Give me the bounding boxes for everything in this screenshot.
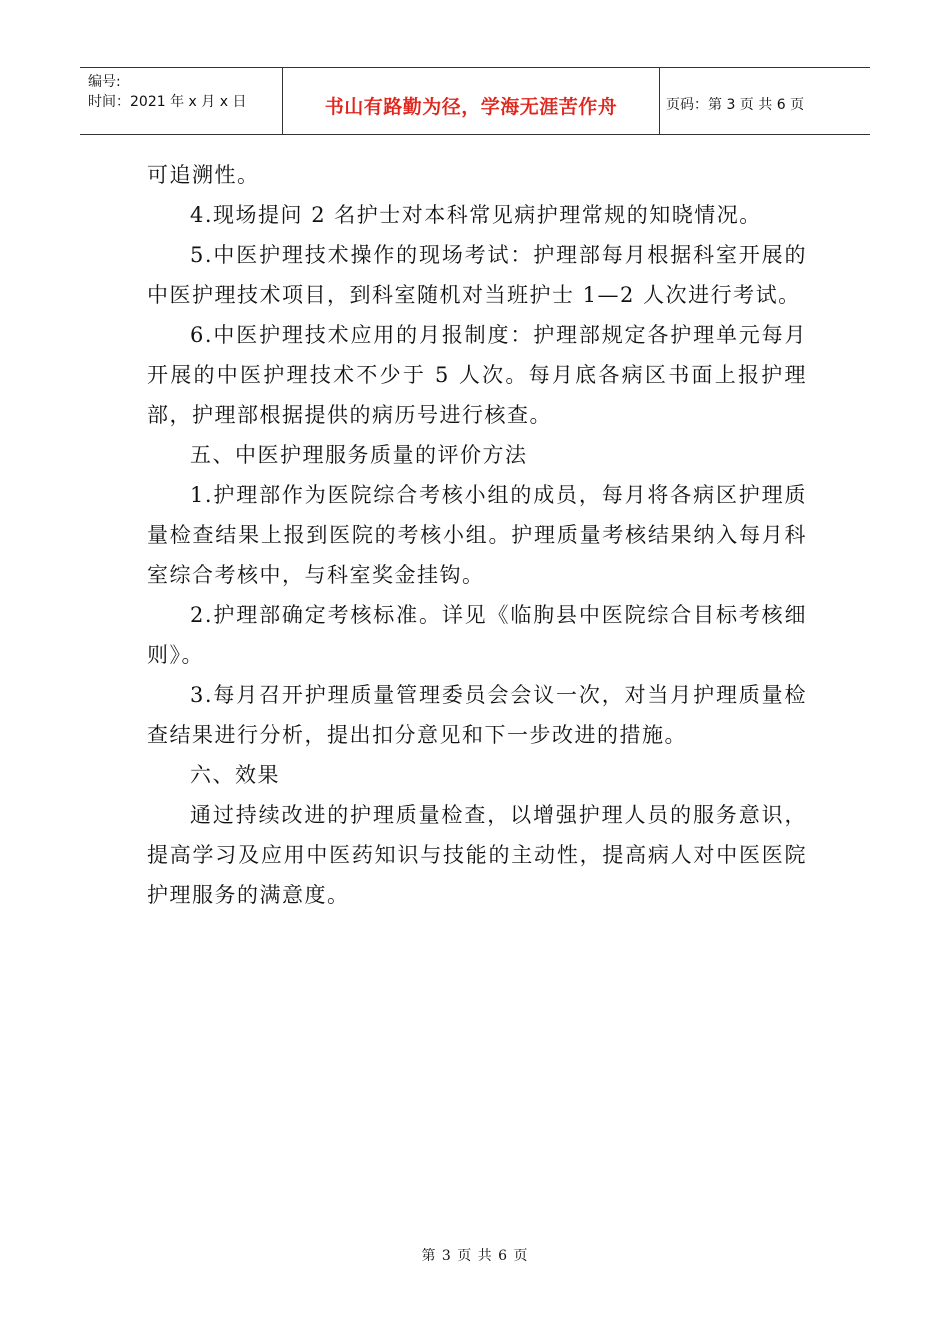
section-heading-effect: 六、效果 bbox=[190, 763, 280, 787]
header-meta-cell bbox=[80, 68, 283, 134]
header-motto-cell bbox=[283, 68, 660, 134]
section-heading-evaluation: 五、中医护理服务质量的评价方法 bbox=[190, 443, 528, 467]
paragraph-continuation: 可追溯性。 bbox=[147, 163, 260, 187]
paragraph-eval-1: 1.护理部作为医院综合考核小组的成员，每月将各病区护理质量检查结果上报到医院的考核小组。护理质量考核结果纳入每月科室综合考核中，与科室奖金挂钩。 bbox=[147, 483, 807, 587]
paragraph-eval-2: 2.护理部确定考核标准。详见《临朐县中医院综合目标考核细则》。 bbox=[147, 603, 807, 667]
document-body bbox=[147, 155, 807, 915]
paragraph-item-5: 5.中医护理技术操作的现场考试：护理部每月根据科室开展的中医护理技术项目，到科室随机对当班护士 1—2 人次进行考试。 bbox=[147, 243, 807, 307]
header-page-cell bbox=[660, 68, 870, 134]
paragraph-effect: 通过持续改进的护理质量检查，以增强护理人员的服务意识，提高学习及应用中医药知识与技能的主动性，提高病人对中医医院护理服务的满意度。 bbox=[147, 803, 807, 907]
motto-text: 书山有路勤为径，学海无涯苦作舟 bbox=[324, 95, 618, 118]
document-header bbox=[80, 67, 870, 135]
paragraph-item-4: 4.现场提问 2 名护士对本科常见病护理常规的知晓情况。 bbox=[190, 203, 762, 227]
serial-number-label: 编号: bbox=[88, 74, 121, 90]
date-label: 时间：2021 年 x 月 x 日 bbox=[88, 94, 247, 110]
header-page-label: 页码：第 3 页 共 6 页 bbox=[666, 97, 805, 113]
paragraph-eval-3: 3.每月召开护理质量管理委员会会议一次，对当月护理质量检查结果进行分析，提出扣分意见和下一步改进的措施。 bbox=[147, 683, 807, 747]
page-footer: 第 3 页 共 6 页 bbox=[421, 1248, 529, 1264]
paragraph-item-6: 6.中医护理技术应用的月报制度：护理部规定各护理单元每月开展的中医护理技术不少于 5 人次。每月底各病区书面上报护理部，护理部根据提供的病历号进行核查。 bbox=[147, 323, 807, 427]
